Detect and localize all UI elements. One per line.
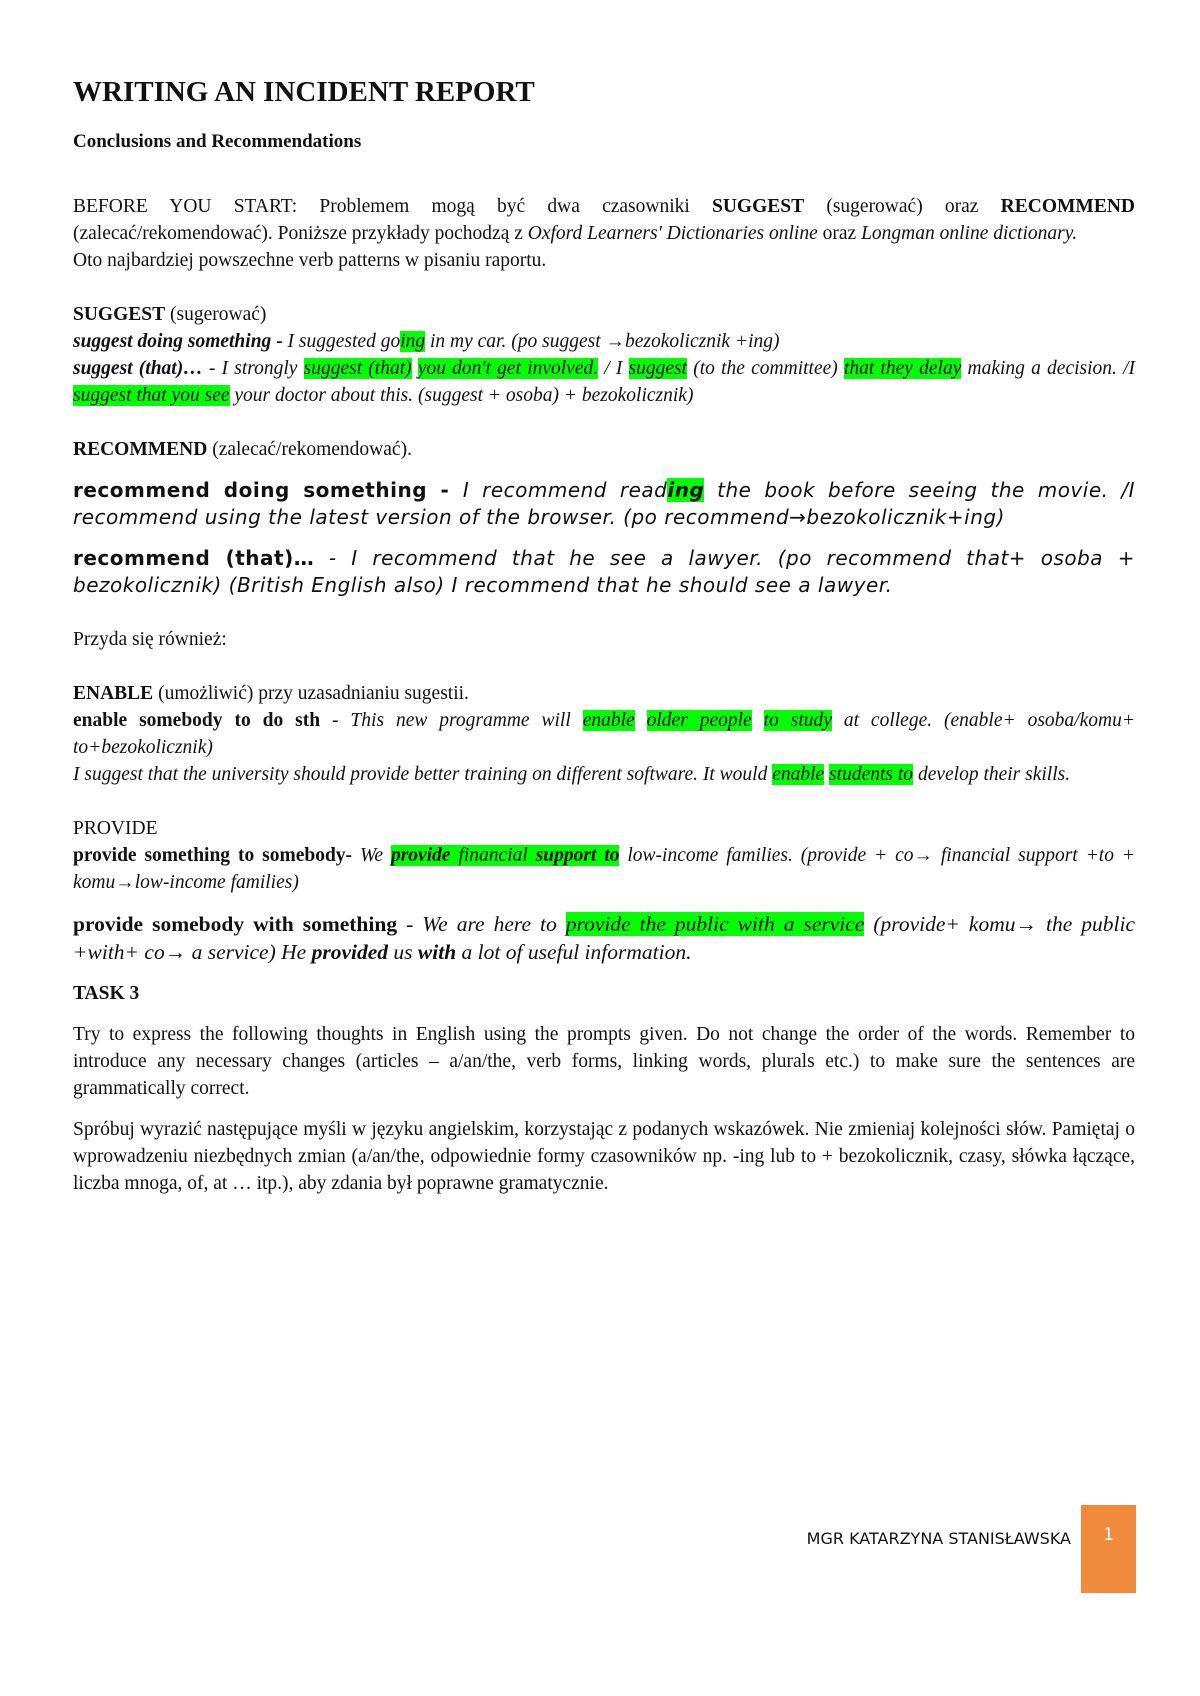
highlight: you don't get involved. bbox=[417, 358, 599, 379]
longman-reference: Longman online dictionary. bbox=[861, 223, 1078, 244]
page-number: 1 bbox=[1081, 1505, 1136, 1593]
highlight: suggest bbox=[628, 358, 688, 379]
intro-recommend: RECOMMEND bbox=[1000, 196, 1135, 217]
intro-suggest: SUGGEST bbox=[712, 196, 805, 217]
document-title: WRITING AN INCIDENT REPORT bbox=[73, 76, 535, 108]
recommend-heading: RECOMMEND (zalecać/rekomendować). bbox=[73, 439, 412, 460]
suggest-heading: SUGGEST (sugerować) bbox=[73, 304, 267, 325]
highlight: provide the public with a service bbox=[565, 912, 865, 936]
highlight: provide financial support to bbox=[390, 845, 620, 866]
document-body bbox=[73, 76, 1135, 1197]
provide-pattern-2: provide somebody with something - We are here to provide the public with a service (provide+ komu→ the public +with+ co→ a service) He provided us with a lot of useful information. bbox=[73, 912, 1135, 964]
highlight: enable bbox=[582, 710, 635, 731]
highlight: to study bbox=[763, 710, 832, 731]
document-subtitle: Conclusions and Recommendations bbox=[73, 131, 362, 152]
suggest-pattern-2: suggest (that)… - I strongly suggest (that) you don't get involved. / I suggest (to the committee) that they delay making a decision. /I suggest that you see your doctor about this. (suggest + osoba) + bezokolicznik) bbox=[73, 358, 1135, 406]
highlight: suggest that you see bbox=[73, 385, 230, 406]
intro-paragraph: BEFORE YOU START: Problemem mogą być dwa czasowniki SUGGEST (sugerować) oraz RECOMMEND (zalecać/rekomendować). Poniższe przykłady pochodzą z Oxford Learners' Dictionaries online oraz Longman online dictionary. bbox=[73, 196, 1135, 244]
intro-line-2: Oto najbardziej powszechne verb patterns w pisaniu raportu. bbox=[73, 250, 547, 271]
task-heading: TASK 3 bbox=[73, 983, 140, 1004]
page-footer bbox=[0, 1505, 1200, 1593]
enable-example: I suggest that the university should provide better training on different software. It would enable students to develop their skills. bbox=[73, 764, 1071, 785]
enable-heading: ENABLE (umożliwić) przy uzasadnianiu sugestii. bbox=[73, 683, 469, 704]
provide-pattern-1: provide something to somebody- We provide financial support to low-income families. (provide + co→ financial support +to + komu→low-income families) bbox=[73, 845, 1136, 893]
task-instructions-en: Try to express the following thoughts in English using the prompts given. Do not change the order of the words. Remember to introduce any necessary changes (articles – a/an/the, verb forms, linking words, plurals etc.) to make sure the sentences are grammatically correct. bbox=[73, 1024, 1135, 1099]
oxford-reference: Oxford Learners' Dictionaries online bbox=[527, 223, 818, 244]
highlight: older people bbox=[646, 710, 752, 731]
highlight: students to bbox=[829, 764, 914, 785]
task-instructions-pl: Spróbuj wyrazić następujące myśli w języku angielskim, korzystając z podanych wskazówek. Nie zmieniaj kolejności słów. Pamiętaj o wprowadzeniu niezbędnych zmian (a/an/the, odpowiednie formy czasowników np. -ing lub to + bezokolicznik, czasy, słówka łączące, liczba mnoga, of, at … itp.), aby zdania był poprawne gramatycznie. bbox=[73, 1119, 1135, 1194]
highlight: suggest (that) bbox=[303, 358, 412, 379]
also-useful: Przyda się również: bbox=[73, 629, 227, 650]
provide-heading: PROVIDE bbox=[73, 818, 158, 839]
recommend-pattern-1: recommend doing something - I recommend reading the book before seeing the movie. /I recommend using the latest version of the browser. (po recommend→bezokolicznik+ing) bbox=[73, 478, 1136, 529]
enable-pattern: enable somebody to do sth - This new programme will enable older people to study at college. (enable+ osoba/komu+ to+bezokolicznik) bbox=[73, 710, 1135, 758]
author-name: MGR KATARZYNA STANISŁAWSKA bbox=[806, 1529, 1071, 1548]
highlight: ing bbox=[400, 331, 426, 352]
highlight: enable bbox=[772, 764, 825, 785]
highlight: ing bbox=[667, 478, 705, 502]
recommend-pattern-2: recommend (that)… - I recommend that he see a lawyer. (po recommend that+ osoba + bezokolicznik) (British English also) I recommend that he should see a lawyer. bbox=[73, 546, 1135, 597]
suggest-pattern-1: suggest doing something - I suggested going in my car. (po suggest →bezokolicznik +ing) bbox=[73, 331, 780, 352]
highlight: that they delay bbox=[843, 358, 962, 379]
